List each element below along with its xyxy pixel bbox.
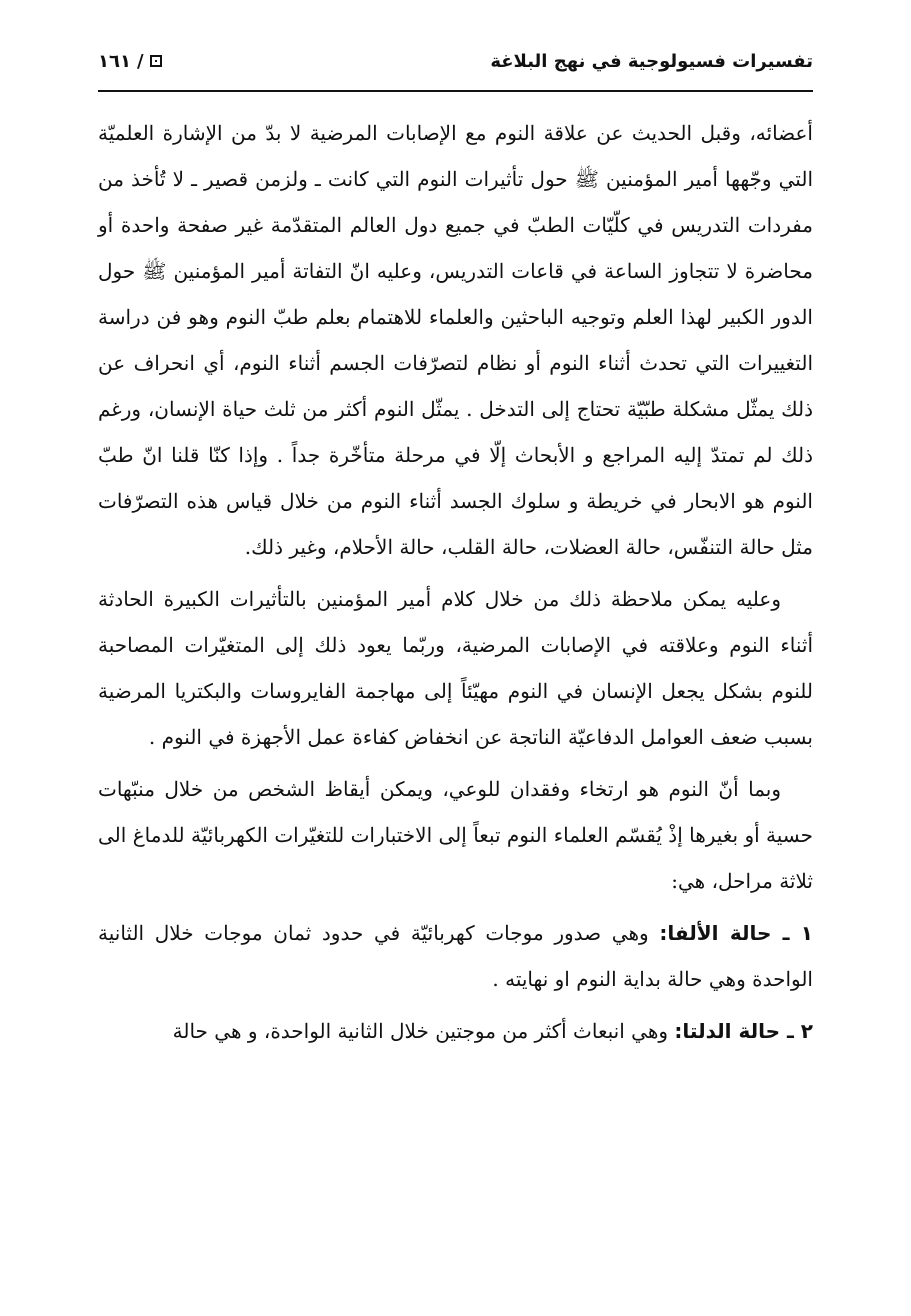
- list-item-delta: [98, 1008, 813, 1054]
- page-marker-icon: [150, 55, 162, 67]
- list-item-alpha: [98, 910, 813, 1002]
- paragraph-3: وبما أنّ النوم هو ارتخاء وفقدان للوعي، ويمكن أيقاظ الشخص من خلال منبّهات حسية أو بغيرها إذْ يُقسّم العلماء النوم تبعاً إلى الاختبارات للتغيّرات الكهربائيّة للدماغ الى ثلاثة مراحل، هي:: [98, 777, 814, 893]
- page-number: ١٦١: [98, 50, 131, 72]
- header-rule: [98, 90, 813, 92]
- paragraph-1: أعضائه، وقبل الحديث عن علاقة النوم مع الإصابات المرضية لا بدّ من الإشارة العلميّة التي وجّهها أمير المؤمنين ﷺ حول تأثيرات النوم التي كانت ـ ولزمن قصير ـ لا تُأخذ من مفردات التدريس في كلّيّات الطبّ في جميع دول العالم المتقدّمة غير صفحة واحدة أو محاضرة لا تتجاوز الساعة في قاعات التدريس، وعليه انّ التفاتة أمير المؤمنين ﷺ حول الدور الكبير لهذا العلم وتوجيه الباحثين والعلماء للاهتمام بعلم طبّ النوم وهو فن دراسة التغييرات التي تحدث أثناء النوم أو نظام لتصرّفات الجسم أثناء النوم، أي انحراف عن ذلك يمثّل مشكلة طبّيّة تحتاج إلى التدخل . يمثّل النوم أكثر من ثلث حياة الإنسان، ورغم ذلك لم تمتدّ إليه المراجع و الأبحاث إلّا في مرحلة متأخّرة جداً . وإذا كنّا قلنا انّ طبّ النوم هو الابحار في خريطة و سلوك الجسد أثناء النوم من خلال قياس هذه التصرّفات مثل حالة التنفّس، حالة العضلات، حالة القلب، حالة الأحلام، وغير ذلك.: [98, 121, 813, 559]
- list-item-delta-text: وهي انبعاث أكثر من موجتين خلال الثانية الواحدة، و هي حالة: [172, 1019, 675, 1043]
- page-header: [98, 44, 813, 78]
- list-item-alpha-label: ١ ـ حالة الألفا:: [659, 921, 814, 945]
- paragraph-2: وعليه يمكن ملاحظة ذلك من خلال كلام أمير المؤمنين بالتأثيرات الكبيرة الحادثة أثناء النوم وعلاقته في الإصابات المرضية، وربّما يعود ذلك إلى المتغيّرات المصاحبة للنوم بشكل يجعل الإنسان في النوم مهيّئاً إلى مهاجمة الفايروسات والبكتريا المرضية بسبب ضعف العوامل الدفاعيّة الناتجة عن انخفاض كفاءة عمل الأجهزة في النوم .: [98, 587, 813, 749]
- body-text: [98, 110, 813, 1060]
- page-separator: /: [136, 50, 144, 72]
- page-number-group: [98, 51, 162, 72]
- list-item-alpha-text: وهي صدور موجات كهربائيّة في حدود ثمان موجات خلال الثانية الواحدة وهي حالة بداية النوم او نهايته .: [98, 921, 813, 991]
- running-title: تفسيرات فسيولوجية في نهج البلاغة: [490, 50, 813, 72]
- list-item-delta-label: ٢ ـ حالة الدلتا:: [674, 1019, 813, 1043]
